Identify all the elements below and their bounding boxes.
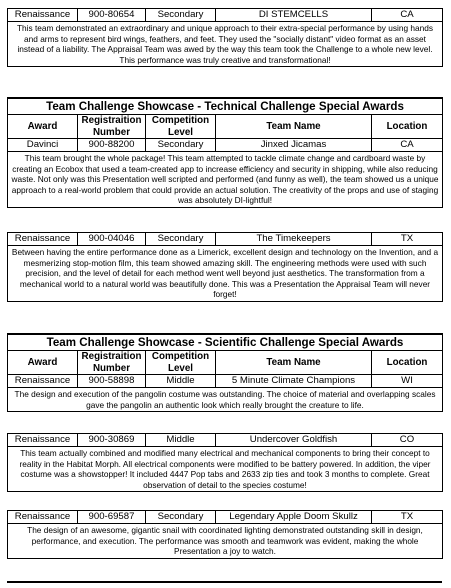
level-cell: Secondary (146, 233, 216, 246)
header-row (8, 351, 443, 375)
entry-block (7, 232, 442, 302)
level-cell: Secondary (146, 139, 216, 152)
section-title: Team Challenge Showcase - Technical Challenge Special Awards (8, 98, 443, 115)
award-cell: Davinci (8, 139, 78, 152)
team-cell: Legendary Apple Doom Skullz (216, 511, 372, 524)
team-cell: Undercover Goldfish (216, 434, 372, 447)
award-cell: Renaissance (8, 233, 78, 246)
description-text: The design and execution of the pangolin costume was outstanding. The choice of material and overlapping scales gave the pangolin an authentic look which really brought the creature to life. (8, 388, 443, 412)
reg-cell: 900-80654 (78, 9, 146, 22)
description-row (8, 22, 443, 67)
header-reg: Registraition Number (78, 115, 146, 139)
level-cell: Middle (146, 375, 216, 388)
location-cell: CA (372, 9, 443, 22)
header-team: Team Name (216, 115, 372, 139)
header-row (8, 115, 443, 139)
award-cell: Renaissance (8, 9, 78, 22)
description-row (8, 246, 443, 302)
reg-cell: 900-58898 (78, 375, 146, 388)
scientific-section (7, 333, 442, 412)
team-cell: Jinxed Jicamas (216, 139, 372, 152)
description-text: This team demonstrated an extraordinary and unique approach to their extra-special performance by using hands and arms to represent bird wings, feathers, and feet. They used the "socially distant" video format as an asset instead of a liability. The Appraisal Team was awed by the way this team took the Challenge to a whole new level. This performance was truly creative and transformational! (8, 22, 443, 67)
entry-block (7, 510, 442, 559)
entry-block (7, 8, 442, 67)
level-cell: Secondary (146, 511, 216, 524)
description-row (8, 524, 443, 559)
reg-cell: 900-30869 (78, 434, 146, 447)
team-cell: The Timekeepers (216, 233, 372, 246)
entry-block (7, 433, 442, 492)
level-cell: Secondary (146, 9, 216, 22)
description-row (8, 152, 443, 208)
header-level: Competition Level (146, 115, 216, 139)
description-text: This team brought the whole package! This team attempted to tackle climate change and cardboard waste by creating an Ecobox that used a team-created app to increase efficiency and security in shipping, while also reducing waste. Not only was this Presentation well scripted and performed (and funny as well), the team showed us a unique approach to a real-world problem that could provide an actual solution. The creativity of the props and use of staging was absolutely DI-lightful! (8, 152, 443, 208)
description-text: The design of an awesome, gigantic snail with coordinated lighting demonstrated outstanding skill in design, performance, and execution. The performance was smooth and teamwork was evident, making the whole Presentation a joy to watch. (8, 524, 443, 559)
divider (7, 581, 442, 583)
reg-cell: 900-69587 (78, 511, 146, 524)
table-row (8, 233, 443, 246)
location-cell: CA (372, 139, 443, 152)
description-text: Between having the entire performance done as a Limerick, excellent design and technology on the Invention, and a mesmerizing stop-motion film, this team showed amazing skill. The engineering methods were used with such precision, and the level of detail for each method went well beyond just aesthetics. The transformation from a mechanical world to a natural world was beautifully done. This was a Presentation the Appraisal Team will never forget! (8, 246, 443, 302)
location-cell: TX (372, 233, 443, 246)
award-cell: Renaissance (8, 511, 78, 524)
location-cell: WI (372, 375, 443, 388)
description-text: This team actually combined and modified many electrical and mechanical components to bring their concept to reality in the Habitat Morph. All electrical components were modified to be battery powered. In addition, the viper costume was a showstopper! It included 4447 Pop tabs and 2633 zip ties and took 3 months to complete. Great observation of detail to the species costume! (8, 447, 443, 492)
table-row (8, 375, 443, 388)
level-cell: Middle (146, 434, 216, 447)
table-row (8, 511, 443, 524)
reg-cell: 900-04046 (78, 233, 146, 246)
table-row (8, 9, 443, 22)
header-location: Location (372, 351, 443, 375)
header-team: Team Name (216, 351, 372, 375)
location-cell: TX (372, 511, 443, 524)
award-cell: Renaissance (8, 434, 78, 447)
table-row (8, 139, 443, 152)
header-award: Award (8, 115, 78, 139)
header-location: Location (372, 115, 443, 139)
header-award: Award (8, 351, 78, 375)
description-row (8, 388, 443, 412)
header-reg: Registraition Number (78, 351, 146, 375)
team-cell: DI STEMCELLS (216, 9, 372, 22)
header-level: Competition Level (146, 351, 216, 375)
team-cell: 5 Minute Climate Champions (216, 375, 372, 388)
reg-cell: 900-88200 (78, 139, 146, 152)
section-title: Team Challenge Showcase - Scientific Challenge Special Awards (8, 334, 443, 351)
award-cell: Renaissance (8, 375, 78, 388)
location-cell: CO (372, 434, 443, 447)
table-row (8, 434, 443, 447)
description-row (8, 447, 443, 492)
technical-section (7, 97, 442, 208)
